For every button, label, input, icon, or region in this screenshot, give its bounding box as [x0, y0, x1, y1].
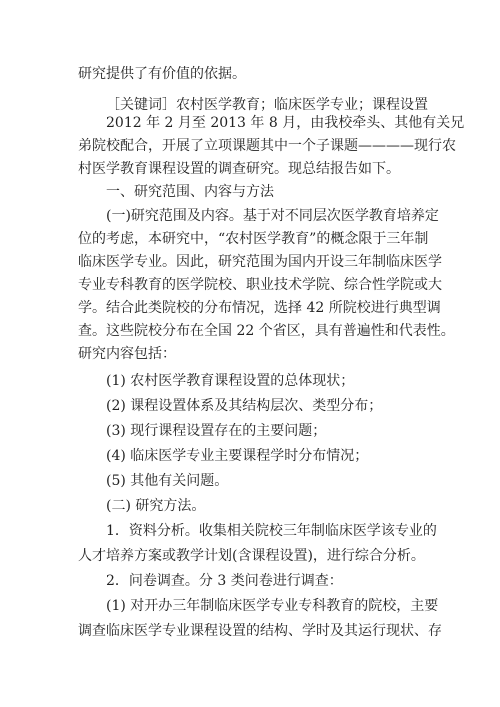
text-line: 2．问卷调查。分 3 类问卷进行调查：: [106, 573, 343, 589]
text-line: 查。这些院校分布在全国 22 个省区，具有普遍性和代表性。: [78, 323, 455, 339]
text-line: 人才培养方案或教学计划(含课程设置)，进行综合分析。: [78, 548, 425, 564]
list-item: (5) 其他有关问题。: [106, 473, 229, 489]
text-line: 调查临床医学专业课程设置的结构、学时及其运行现状、存: [78, 623, 442, 639]
text-line: 临床医学专业。因此，研究范围为国内开设三年制临床医学: [78, 254, 442, 270]
text-line: (1) 对开办三年制临床医学专业专科教育的院校，主要: [106, 598, 439, 614]
text-line: 位的考虑，本研究中，“农村医学教育”的概念限于三年制: [78, 231, 429, 247]
text-line: 学。结合此类院校的分布情况，选择 42 所院校进行典型调: [78, 300, 441, 316]
text-line: 2012 年 2 月至 2013 年 8 月，由我校牵头、其他有关兄: [106, 115, 465, 131]
subsection-heading: (一)研究范围及内容。基于对不同层次医学教育培养定: [106, 208, 439, 224]
text-line: 村医学教育课程设置的调查研究。现总结报告如下。: [78, 161, 400, 177]
subsection-heading: (二) 研究方法。: [106, 498, 206, 514]
text-line: 弟院校配合，开展了立项课题其中一个子课题————现行农: [78, 138, 456, 154]
keywords-line: ［关键词］农村医学教育；临床医学专业；课程设置: [106, 97, 428, 113]
text-line: 研究内容包括：: [78, 346, 176, 362]
text-line: 研究提供了有价值的依据。: [78, 66, 246, 82]
text-line: 1．资料分析。收集相关院校三年制临床医学该专业的: [106, 523, 437, 539]
list-item: (2) 课程设置体系及其结构层次、类型分布；: [106, 398, 383, 414]
list-item: (4) 临床医学专业主要课程学时分布情况；: [106, 448, 369, 464]
section-heading: 一、研究范围、内容与方法: [106, 184, 274, 200]
text-line: 专业专科教育的医学院校、职业技术学院、综合性学院或大: [78, 277, 442, 293]
list-item: (3) 现行课程设置存在的主要问题；: [106, 423, 327, 439]
list-item: (1) 农村医学教育课程设置的总体现状；: [106, 373, 355, 389]
